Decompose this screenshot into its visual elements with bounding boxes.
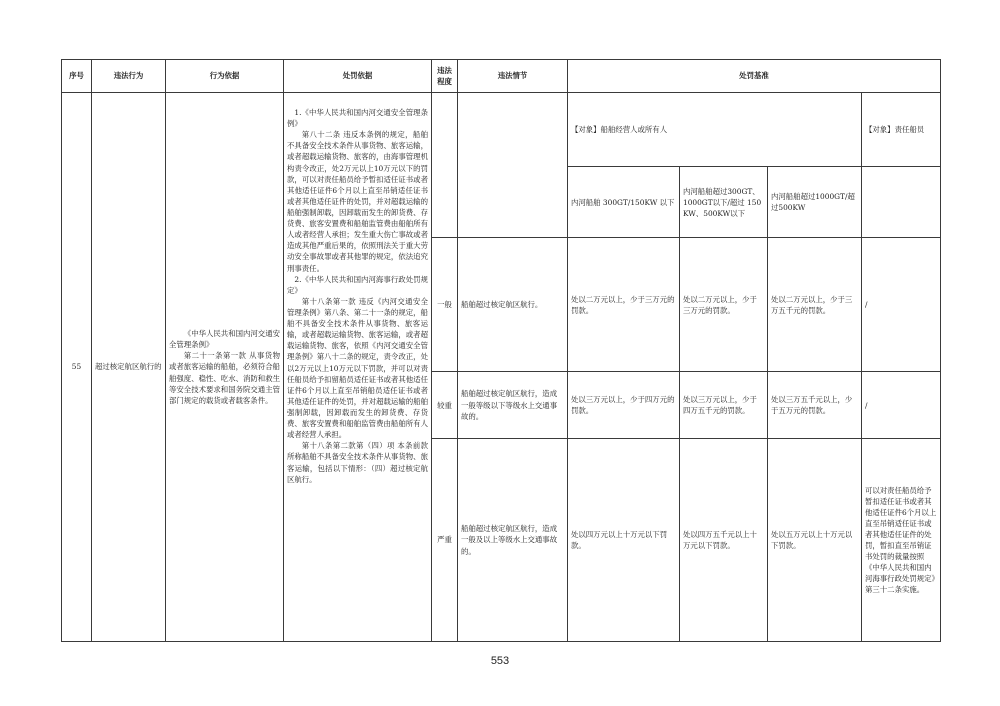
penalty-basis-article-18-2: 第十八条第二款第（四）项 本条前款所称船舶不具备安全技术条件从事货物、旅客运输，包括以下情形：（四）超过核定航区航行。 (287, 441, 428, 484)
behavior-basis (166, 93, 284, 642)
object-owner: 【对象】船舶经营人或所有人 (568, 93, 862, 167)
degree-empty (432, 93, 458, 238)
penalty-basis (284, 93, 432, 642)
penalty-basis-law-2: 2.《中华人民共和国内河海事行政处罚规定》 (287, 274, 428, 295)
fine-general-medium: 处以二万元以上，少于三万元的罚款。 (680, 238, 768, 372)
header-row (62, 60, 941, 93)
fine-severe-large: 处以五万元以上十万元以下罚款。 (768, 439, 862, 642)
header-standard: 处罚基准 (568, 60, 941, 93)
penalty-basis-article-82: 第八十二条 违反本条例的规定，船舶不具备安全技术条件从事货物、旅客运输，或者超载运输货物、旅客的，由海事管理机构责令改正，处2万元以上10万元以下的罚款，可以对责任船员给予暂扣适任证书或者其他适任证件6个月以上直至吊销适任证书或者其他适任证件的处罚，并对超载运输的船舶强制卸载，因卸载而发生的卸货费、存货费、旅客安置费和船舶监管费由船舶所有人或者经营人承担；发生重大伤亡事故或者造成其他严重后果的，依照刑法关于重大劳动安全事故罪或者其他罪的规定，依法追究刑事责任。 (287, 130, 428, 273)
degree-general: 一般 (432, 238, 458, 372)
crew-general: / (862, 238, 941, 372)
object-row (62, 93, 941, 167)
circumstance-general: 船舶超过核定航区航行。 (458, 238, 568, 372)
crew-severe: 可以对责任船员给予暂扣适任证书或者其他适任证件6个月以上直至吊销适任证书或者其他适任证件的处罚，暂扣直至吊销证书处罚的裁量按照《中华人民共和国内河海事行政处罚规定》第三十二条实施。 (862, 439, 941, 642)
fine-serious-small: 处以三万元以上，少于四万元的罚款。 (568, 372, 680, 439)
degree-severe: 严重 (432, 439, 458, 642)
tier-large: 内河船舶超过1000GT/超过500KW (768, 167, 862, 238)
penalty-standard-table (61, 59, 941, 642)
behavior-basis-clause: 第二十一条第一款 从事货物或者旅客运输的船舶，必须符合船舶强度、稳性、吃水、消防和救生等安全技术要求和国务院交通主管部门规定的载货或者载客条件。 (169, 351, 280, 405)
fine-general-large: 处以二万元以上，少于三万五千元的罚款。 (768, 238, 862, 372)
header-circumstance: 违法情节 (458, 60, 568, 93)
tier-crew-empty (862, 167, 941, 238)
penalty-basis-article-18-1: 第十八条第一款 违反《内河交通安全管理条例》第八条、第二十一条的规定，船舶不具备安全技术条件从事货物、旅客运输，或者超载运输货物、旅客运输，或者超载运输货物、旅客，依照《内河交通安全管理条例》第八十二条的规定，责令改正，处以2万元以上10万元以下罚款，并可以对责任船员给予扣留船员适任证书或者其他适任证件6个月以上直至吊销船员适任证书或者其他适任证件的处罚，并对超载运输的船舶强制卸载，因卸载而发生的卸货费、存货费、旅客安置费和船舶监管费由船舶所有人或者经营人承担。 (287, 296, 428, 440)
fine-severe-small: 处以四万元以上十万元以下罚款。 (568, 439, 680, 642)
header-degree: 违法程度 (432, 60, 458, 93)
circumstance-empty (458, 93, 568, 238)
page-number: 553 (490, 655, 510, 667)
crew-serious: / (862, 372, 941, 439)
behavior-basis-title: 《中华人民共和国内河交通安全管理条例》 (169, 329, 280, 350)
penalty-basis-law-1: 1.《中华人民共和国内河交通安全管理条例》 (287, 108, 428, 129)
fine-general-small: 处以二万元以上，少于三万元的罚款。 (568, 238, 680, 372)
header-penalty-basis: 处罚依据 (284, 60, 432, 93)
fine-serious-medium: 处以三万元以上，少于四万五千元的罚款。 (680, 372, 768, 439)
header-behavior-basis: 行为依据 (166, 60, 284, 93)
header-behavior: 违法行为 (92, 60, 166, 93)
tier-small: 内河船舶 300GT/150KW 以下 (568, 167, 680, 238)
row-number: 55 (62, 93, 92, 642)
fine-severe-medium: 处以四万五千元以上十万元以下罚款。 (680, 439, 768, 642)
fine-serious-large: 处以三万五千元以上，少于五万元的罚款。 (768, 372, 862, 439)
tier-medium: 内河船舶超过300GT、1000GT以下/超过 150KW、500KW以下 (680, 167, 768, 238)
circumstance-severe: 船舶超过核定航区航行，造成一般及以上等级水上交通事故的。 (458, 439, 568, 642)
header-no: 序号 (62, 60, 92, 93)
degree-serious: 较重 (432, 372, 458, 439)
object-crew: 【对象】责任船员 (862, 93, 941, 167)
circumstance-serious: 船舶超过核定航区航行，造成一般等级以下等级水上交通事故的。 (458, 372, 568, 439)
violation-behavior: 超过核定航区航行的 (92, 93, 166, 642)
